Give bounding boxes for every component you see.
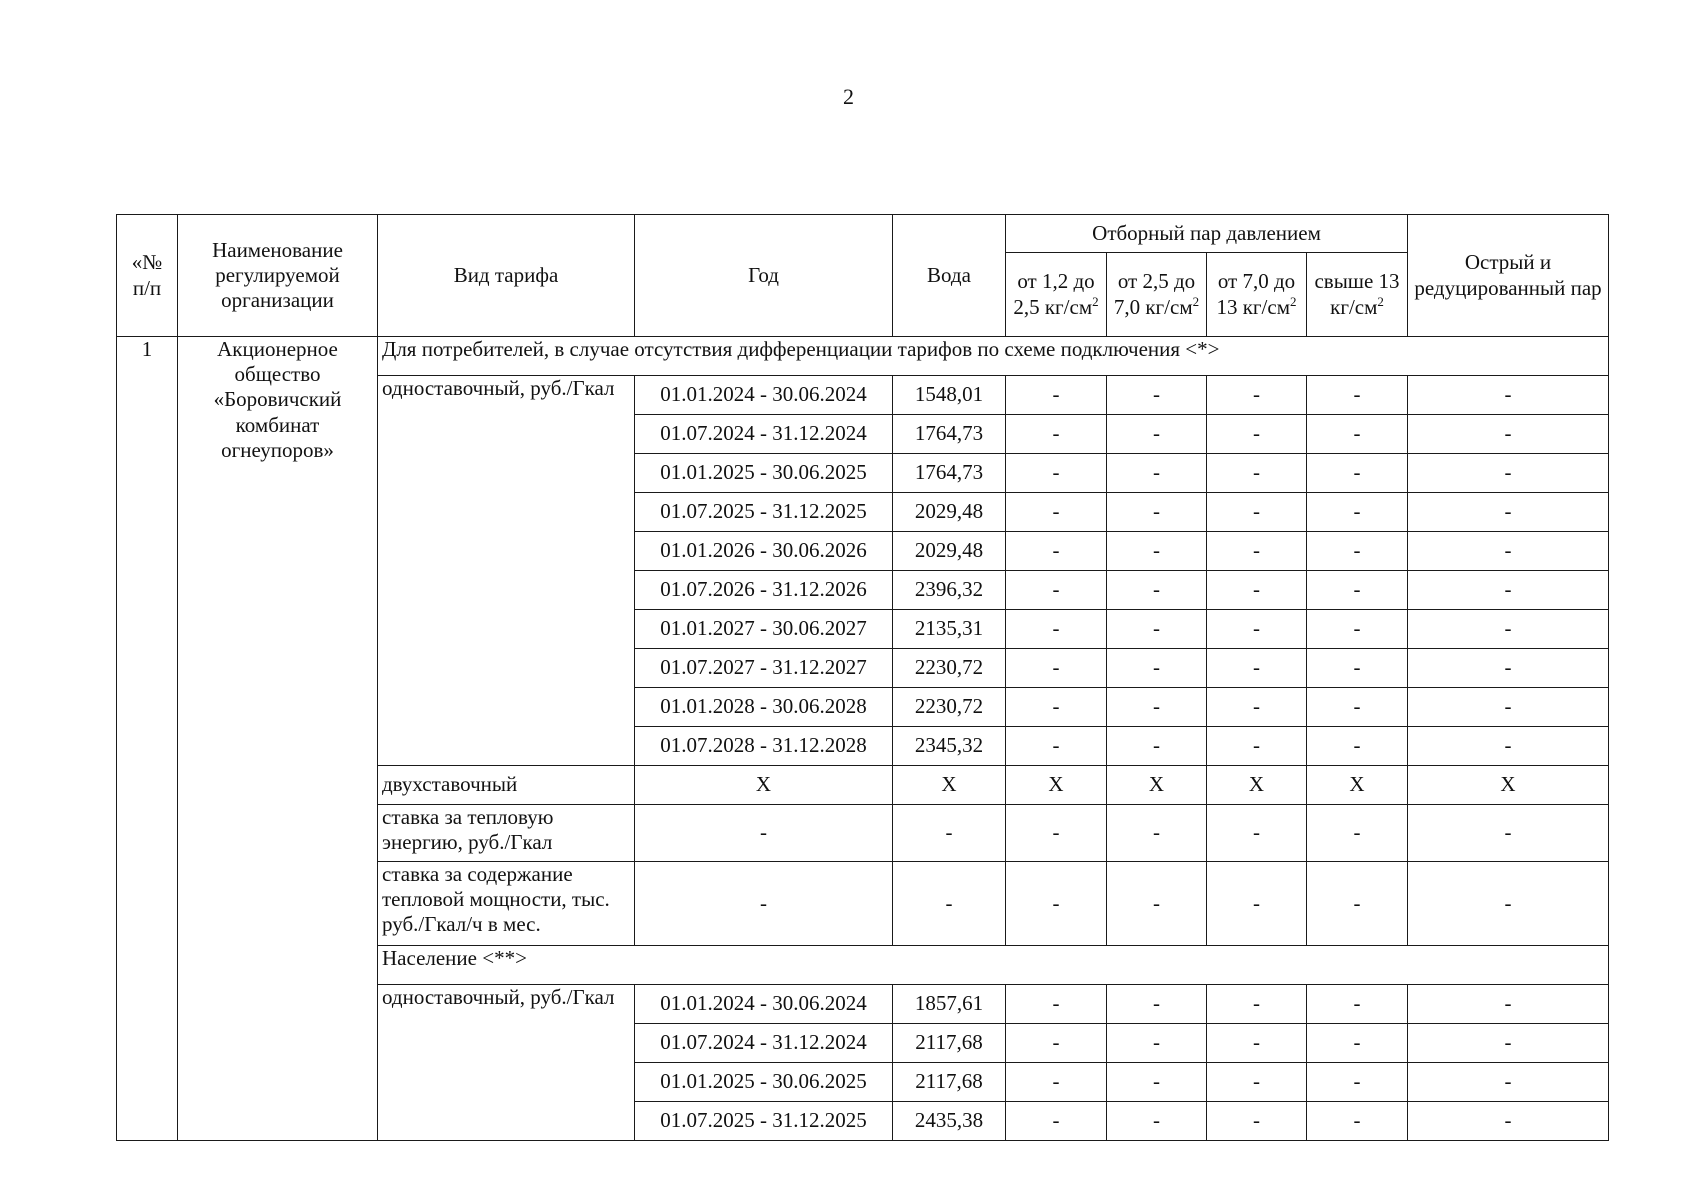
capacity-rate-label: ставка за содержание тепловой мощности, тыс. руб./Гкал/ч в мес. xyxy=(378,862,635,946)
page-number: 2 xyxy=(843,84,854,109)
steam-cell: - xyxy=(1207,1063,1307,1102)
sharp-cell: - xyxy=(1408,727,1609,766)
steam-cell: - xyxy=(1107,688,1207,727)
steam-cell: - xyxy=(1107,454,1207,493)
steam-cell: - xyxy=(1207,376,1307,415)
water-cell: 2029,48 xyxy=(893,532,1006,571)
steam-cell: - xyxy=(1107,985,1207,1024)
period-cell: 01.07.2024 - 31.12.2024 xyxy=(635,415,893,454)
steam-cell: - xyxy=(1207,985,1307,1024)
water-cell: 2135,31 xyxy=(893,610,1006,649)
steam-cell: - xyxy=(1006,688,1107,727)
steam-cell: - xyxy=(1006,610,1107,649)
header-water: Вода xyxy=(893,215,1006,337)
steam-cell: - xyxy=(1006,985,1107,1024)
sharp-cell: - xyxy=(1408,688,1609,727)
header-num: «№ п/п xyxy=(117,215,178,337)
steam-cell: - xyxy=(1006,532,1107,571)
sharp-cell: - xyxy=(1408,415,1609,454)
steam-cell: - xyxy=(1107,532,1207,571)
header-tariff-type: Вид тарифа xyxy=(378,215,635,337)
sharp-cell: X xyxy=(1408,766,1609,805)
steam-cell: - xyxy=(1307,1102,1408,1141)
sharp-cell: - xyxy=(1408,571,1609,610)
steam-cell: - xyxy=(1207,1024,1307,1063)
steam-cell: - xyxy=(1107,493,1207,532)
period-cell: - xyxy=(635,862,893,946)
header-steam-group: Отборный пар давлением xyxy=(1006,215,1408,253)
water-cell: 1764,73 xyxy=(893,415,1006,454)
water-cell: 2396,32 xyxy=(893,571,1006,610)
steam-cell: - xyxy=(1207,415,1307,454)
period-cell: 01.01.2025 - 30.06.2025 xyxy=(635,454,893,493)
steam-cell: X xyxy=(1207,766,1307,805)
sharp-cell: - xyxy=(1408,1102,1609,1141)
steam-cell: - xyxy=(1307,1063,1408,1102)
steam-cell: - xyxy=(1307,688,1408,727)
steam-cell: - xyxy=(1006,415,1107,454)
steam-cell: - xyxy=(1207,649,1307,688)
steam-cell: - xyxy=(1207,454,1307,493)
steam-cell: - xyxy=(1207,727,1307,766)
steam-cell: - xyxy=(1307,493,1408,532)
header-steam-4: свыше 13 $кг/см^2$ xyxy=(1307,253,1408,337)
steam-cell: - xyxy=(1207,610,1307,649)
steam-cell: - xyxy=(1006,454,1107,493)
steam-cell: - xyxy=(1006,862,1107,946)
steam-cell: - xyxy=(1006,649,1107,688)
steam-cell: - xyxy=(1207,688,1307,727)
period-cell: 01.01.2028 - 30.06.2028 xyxy=(635,688,893,727)
steam-cell: - xyxy=(1006,805,1107,862)
steam-cell: - xyxy=(1307,415,1408,454)
steam-cell: - xyxy=(1207,532,1307,571)
header-year: Год xyxy=(635,215,893,337)
steam-cell: - xyxy=(1107,862,1207,946)
steam-cell: - xyxy=(1107,376,1207,415)
steam-cell: - xyxy=(1207,493,1307,532)
steam-cell: - xyxy=(1107,727,1207,766)
sharp-cell: - xyxy=(1408,805,1609,862)
steam-cell: X xyxy=(1307,766,1408,805)
period-cell: 01.07.2025 - 31.12.2025 xyxy=(635,1102,893,1141)
steam-cell: - xyxy=(1006,1102,1107,1141)
steam-cell: - xyxy=(1107,1102,1207,1141)
section-title: Население <**> xyxy=(378,946,1609,985)
water-cell: - xyxy=(893,862,1006,946)
water-cell: 1548,01 xyxy=(893,376,1006,415)
period-cell: 01.01.2027 - 30.06.2027 xyxy=(635,610,893,649)
section-title: Для потребителей, в случае отсутствия дифференциации тарифов по схеме подключения <*> xyxy=(378,337,1609,376)
steam-cell: - xyxy=(1207,862,1307,946)
period-cell: 01.01.2024 - 30.06.2024 xyxy=(635,985,893,1024)
steam-cell: - xyxy=(1307,862,1408,946)
header-org: Наименование регулируемой организации xyxy=(178,215,378,337)
period-cell: 01.07.2026 - 31.12.2026 xyxy=(635,571,893,610)
header-steam-1: от 1,2 до 2,5 $кг/см^2$ xyxy=(1006,253,1107,337)
tariff-table xyxy=(116,214,1609,1141)
sharp-cell: - xyxy=(1408,862,1609,946)
steam-cell: - xyxy=(1207,571,1307,610)
period-cell: - xyxy=(635,805,893,862)
two-rate-label: двухставочный xyxy=(378,766,635,805)
sharp-cell: - xyxy=(1408,532,1609,571)
sharp-cell: - xyxy=(1408,454,1609,493)
period-cell: 01.01.2025 - 30.06.2025 xyxy=(635,1063,893,1102)
steam-cell: - xyxy=(1307,571,1408,610)
steam-cell: - xyxy=(1307,454,1408,493)
steam-cell: - xyxy=(1307,376,1408,415)
steam-cell: - xyxy=(1107,805,1207,862)
steam-cell: - xyxy=(1006,1024,1107,1063)
steam-cell: - xyxy=(1307,1024,1408,1063)
energy-rate-label: ставка за тепловую энергию, руб./Гкал xyxy=(378,805,635,862)
header-steam-3: от 7,0 до 13 $кг/см^2$ xyxy=(1207,253,1307,337)
steam-cell: - xyxy=(1107,571,1207,610)
steam-cell: - xyxy=(1207,1102,1307,1141)
period-cell: X xyxy=(635,766,893,805)
steam-cell: - xyxy=(1307,532,1408,571)
steam-cell: X xyxy=(1107,766,1207,805)
steam-cell: - xyxy=(1107,1024,1207,1063)
steam-cell: - xyxy=(1307,727,1408,766)
org-number: 1 xyxy=(117,337,178,1141)
water-cell: 2435,38 xyxy=(893,1102,1006,1141)
water-cell: X xyxy=(893,766,1006,805)
one-rate-label: одноставочный, руб./Гкал xyxy=(378,985,635,1141)
steam-cell: - xyxy=(1307,649,1408,688)
sharp-cell: - xyxy=(1408,1063,1609,1102)
sharp-cell: - xyxy=(1408,610,1609,649)
steam-cell: - xyxy=(1107,1063,1207,1102)
sharp-cell: - xyxy=(1408,1024,1609,1063)
header-sharp-steam: Острый и редуцированный пар xyxy=(1408,215,1609,337)
sharp-cell: - xyxy=(1408,985,1609,1024)
sharp-cell: - xyxy=(1408,376,1609,415)
water-cell: 1857,61 xyxy=(893,985,1006,1024)
period-cell: 01.01.2024 - 30.06.2024 xyxy=(635,376,893,415)
period-cell: 01.01.2026 - 30.06.2026 xyxy=(635,532,893,571)
sharp-cell: - xyxy=(1408,493,1609,532)
steam-cell: - xyxy=(1006,376,1107,415)
steam-cell: - xyxy=(1006,727,1107,766)
org-name: Акционерное общество «Боровичский комбинат огнеупоров» xyxy=(178,337,378,1141)
steam-cell: - xyxy=(1107,649,1207,688)
period-cell: 01.07.2025 - 31.12.2025 xyxy=(635,493,893,532)
water-cell: - xyxy=(893,805,1006,862)
water-cell: 2117,68 xyxy=(893,1024,1006,1063)
steam-cell: - xyxy=(1107,415,1207,454)
sharp-cell: - xyxy=(1408,649,1609,688)
water-cell: 2230,72 xyxy=(893,688,1006,727)
period-cell: 01.07.2027 - 31.12.2027 xyxy=(635,649,893,688)
steam-cell: - xyxy=(1307,610,1408,649)
steam-cell: - xyxy=(1006,493,1107,532)
period-cell: 01.07.2028 - 31.12.2028 xyxy=(635,727,893,766)
steam-cell: - xyxy=(1006,1063,1107,1102)
water-cell: 2029,48 xyxy=(893,493,1006,532)
header-steam-2: от 2,5 до 7,0 $кг/см^2$ xyxy=(1107,253,1207,337)
water-cell: 2117,68 xyxy=(893,1063,1006,1102)
steam-cell: - xyxy=(1307,985,1408,1024)
steam-cell: - xyxy=(1107,610,1207,649)
water-cell: 2230,72 xyxy=(893,649,1006,688)
steam-cell: - xyxy=(1006,571,1107,610)
steam-cell: X xyxy=(1006,766,1107,805)
water-cell: 1764,73 xyxy=(893,454,1006,493)
steam-cell: - xyxy=(1307,805,1408,862)
water-cell: 2345,32 xyxy=(893,727,1006,766)
period-cell: 01.07.2024 - 31.12.2024 xyxy=(635,1024,893,1063)
steam-cell: - xyxy=(1207,805,1307,862)
one-rate-label: одноставочный, руб./Гкал xyxy=(378,376,635,766)
